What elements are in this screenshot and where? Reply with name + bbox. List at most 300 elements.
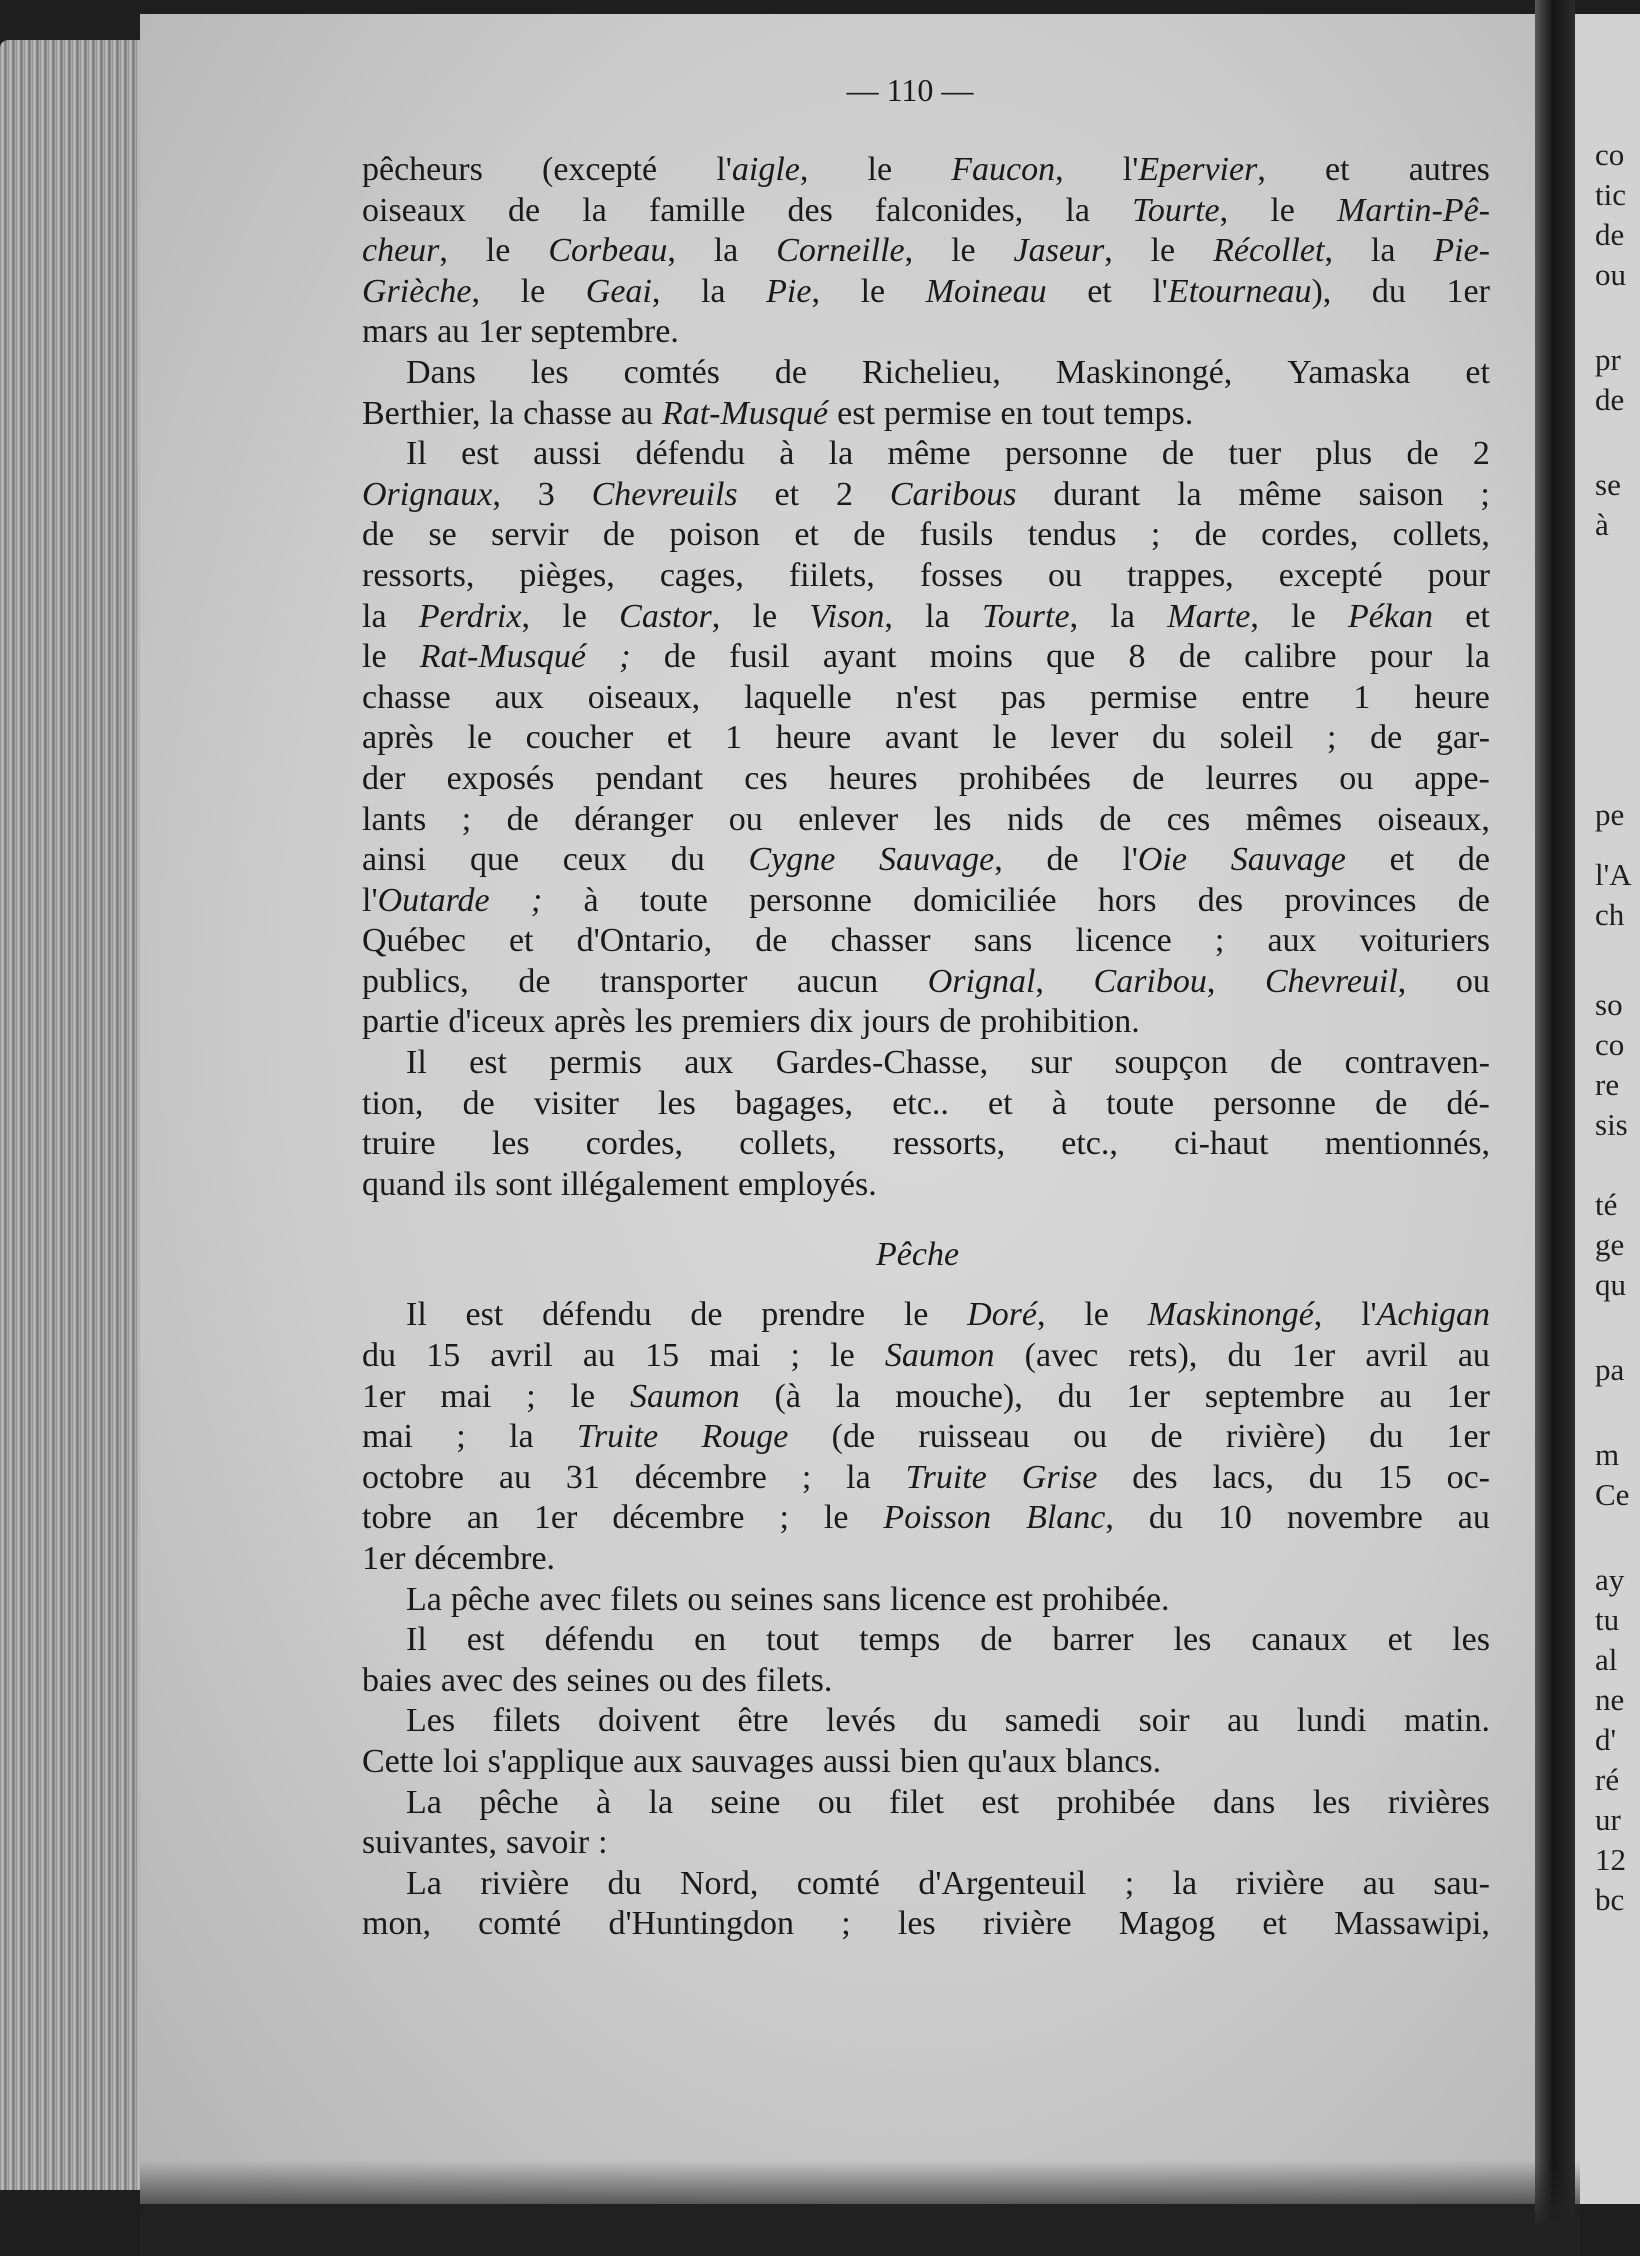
text-line [362,1783,1490,1824]
word: du [1308,1458,1343,1496]
word: est [981,1783,1020,1821]
word: pêcheurs [362,151,483,188]
word: (à [774,1377,801,1415]
text-line [362,678,1490,719]
word: de [462,1084,495,1122]
word: de [1457,841,1490,879]
word: ressorts, [362,556,475,594]
word: ; [1124,1864,1135,1902]
text-line [362,921,1490,962]
word: 2 [835,475,853,513]
word: 1er [362,1377,406,1415]
text-line [362,475,1490,516]
word: et [1465,597,1490,635]
text-line [362,515,1490,556]
word: se [428,516,457,554]
word: septembre. [530,313,679,351]
page-body-text [362,150,1490,1945]
word: bien [899,1742,959,1780]
word: les [1312,1783,1351,1821]
word: sauvages [691,1742,814,1780]
word: lants [362,800,427,838]
word: et [794,516,819,554]
word: Rat-Musqué [661,394,829,432]
word: Gardes-Chasse, [775,1044,989,1082]
word: filet [889,1783,944,1821]
word: Yamaska [1287,353,1411,391]
facing-page-fragment: m [1595,1437,1620,1472]
word: Castor, [619,597,721,635]
word: ils [454,1165,487,1203]
word: la [509,1418,534,1456]
facing-page-fragment: ay [1595,1562,1625,1597]
word: Cette [362,1742,434,1780]
word: de [853,516,886,554]
word: oc- [1446,1458,1490,1496]
word: permise [1089,678,1198,716]
word: et [1389,841,1415,879]
word: lacs, [1212,1458,1274,1496]
word: la [835,1377,861,1415]
word: personne [749,881,872,919]
word: au [1457,1499,1490,1537]
word: de [939,1003,972,1041]
facing-page [1575,14,1640,2204]
word: mars [362,313,429,351]
word: avril [490,1337,553,1375]
word: blancs. [1065,1742,1162,1780]
word: du [1057,1377,1092,1415]
word: à [779,435,795,473]
word: seines [730,1580,814,1618]
word: d'Argenteuil [918,1864,1087,1902]
word: permise [883,394,992,432]
word: temps [859,1621,941,1659]
word: Maskinongé, [1055,353,1233,391]
word: ; [526,1377,536,1415]
word: ou [1073,1418,1108,1456]
word: aussi [822,1742,891,1780]
word: laquelle [744,678,852,716]
text-line [362,1904,1490,1945]
word: contraven- [1344,1044,1490,1082]
word: soir [1138,1702,1190,1740]
word: tion, [362,1084,424,1122]
word: seine [710,1783,781,1821]
word: toute [639,881,708,919]
word: le [830,1337,855,1375]
word: barrer [1052,1621,1134,1659]
word: Vison, [809,597,893,635]
facing-page-fragment: al [1595,1642,1618,1677]
facing-page-fragment: so [1595,987,1623,1022]
word: employés. [737,1165,877,1203]
word: soleil [1219,719,1294,757]
word: rivière [982,1905,1072,1943]
word: est [465,1296,504,1334]
word: Moineau [925,272,1047,310]
facing-page-fragment: de [1595,382,1625,417]
word: 1er [478,313,522,351]
text-line [362,231,1490,272]
word: ; [1214,922,1225,960]
word: aux [1267,922,1317,960]
word: ou [658,1661,693,1699]
word: Martin-Pê- [1337,191,1490,229]
word: 1er [362,1540,406,1577]
word: ; [1327,719,1337,757]
word: 15 [645,1337,680,1375]
word: premiers [681,1003,801,1041]
word: Jaseur, [1013,232,1113,270]
word: de [506,800,539,838]
word: ces [744,759,788,797]
word: 1er [1446,1418,1490,1456]
word: calibre [1244,638,1337,676]
word: tout [1041,394,1095,432]
word: déranger [574,800,694,838]
word: Les [406,1702,456,1740]
word: mai [362,1418,413,1456]
word: cordes, [1261,516,1359,554]
word: Saumon [630,1377,740,1415]
word: Caribou, [1093,962,1216,1000]
word: et [508,922,534,960]
word: Truite [576,1418,659,1456]
word: truire [362,1125,436,1163]
word: Berthier, [362,394,481,432]
word: Richelieu, [861,353,1001,391]
word: du [1371,272,1406,310]
word: fusil [729,638,790,676]
word: que [1046,638,1096,676]
word: Pékan [1348,597,1433,635]
word: de [1194,516,1227,554]
word: aucun [796,962,879,1000]
word: aux [633,1742,683,1780]
word: mai [709,1337,761,1375]
word: le [903,1296,929,1334]
word: excepté [1278,556,1383,594]
word: est [837,394,875,432]
word: visiter [533,1084,619,1122]
word: ou [1339,759,1374,797]
page-number: — 110 — [846,72,974,108]
word: dix [809,1003,854,1041]
word: pêche [450,1580,531,1618]
word: et [666,719,692,757]
word: des [701,1661,747,1699]
text-line [362,1002,1490,1043]
word: de [755,922,788,960]
word: collets, [739,1125,837,1163]
word: défendu [635,435,745,473]
word: tout [766,1621,820,1659]
word: décembre. [414,1540,556,1577]
word: s'applique [487,1742,625,1780]
word: la [648,1783,674,1821]
text-line [362,1742,1490,1783]
word: soupçon [1114,1044,1228,1082]
word: sans [822,1580,882,1618]
word: permis [549,1044,642,1082]
facing-page-fragment: ur [1595,1802,1621,1837]
word: le [867,151,893,188]
word: quand [362,1165,446,1203]
word: et [1087,272,1112,310]
text-line [362,800,1490,841]
word: mouche), [895,1377,1023,1415]
word: rivière [1235,1864,1325,1902]
word: 31 [565,1458,600,1496]
word: entre [1241,678,1310,716]
word: Tourte, [982,597,1079,635]
word: du [607,1864,642,1902]
word: du [933,1702,968,1740]
word: Cygne [748,841,836,879]
word: Il [406,1044,427,1082]
word: la [1172,1864,1198,1902]
word: de [980,1621,1013,1659]
word: au [620,394,653,432]
word: durant [1053,475,1141,513]
word: les [530,353,569,391]
word: des [787,191,833,229]
word: famille [649,191,746,229]
word: pas [1000,678,1046,716]
word: le [951,232,976,270]
word: filets [610,1580,679,1618]
word: licence [1075,922,1172,960]
word: chasser [830,922,931,960]
facing-page-fragment: ou [1595,257,1626,292]
word: après [362,719,434,757]
word: publics, [362,962,469,1000]
facing-page-fragment: tic [1595,177,1626,212]
word: sont [495,1165,552,1203]
word: au [1227,1702,1260,1740]
word: ; [779,1499,789,1537]
word: de [1046,841,1079,879]
word: l'Outarde [362,881,490,919]
text-line [362,1620,1490,1661]
word: Doré, [967,1296,1046,1334]
text-line [362,718,1490,759]
page-stack-edge [0,40,155,2190]
word: de [1457,881,1490,919]
word: 8 [1128,638,1146,676]
word: du [362,1337,396,1375]
text-line [362,1417,1490,1458]
word: saison [1358,475,1444,513]
word: fiilets, [788,556,875,594]
word: être [737,1702,789,1740]
facing-page-fragment: à [1595,507,1609,542]
word: personne [1213,1084,1336,1122]
word: Blanc, [1026,1499,1114,1537]
word: ; [530,881,543,919]
word: la [1370,232,1396,270]
text-line [362,1377,1490,1418]
word: Il [406,1296,427,1334]
word: les [491,1125,530,1163]
word: temps. [1103,394,1194,432]
word: licence [890,1580,987,1618]
word: ; [1480,475,1490,513]
word: ci-haut [1174,1125,1269,1163]
facing-page-fragment: ch [1595,897,1625,932]
word: le [1150,232,1176,270]
book-gutter [1535,0,1575,2256]
word: décembre [634,1458,767,1496]
facing-page-fragment: pr [1595,342,1621,377]
facing-page-fragment: l'A [1595,857,1632,892]
word: chasse [362,678,451,716]
word: pour [1369,638,1433,676]
word: aux [494,678,544,716]
word: tobre [362,1499,432,1537]
word: de [1370,719,1403,757]
word: d'Ontario, [576,922,713,960]
word: etc.. [892,1084,949,1122]
word: Saumon [884,1337,995,1375]
text-line [362,759,1490,800]
word: 1 [1353,678,1371,716]
word: est [466,1621,505,1659]
word: les [933,800,972,838]
word: au [582,1337,615,1375]
word: prohibition. [980,1003,1140,1041]
word: la [489,394,515,432]
word: baies [362,1661,432,1699]
word: que [469,841,520,879]
word: Orignal, [927,962,1044,1000]
word: ou [728,800,763,838]
word: le [570,1377,596,1415]
word: du [1227,1337,1262,1375]
word: hors [1097,881,1157,919]
facing-page-fragment: de [1595,217,1625,252]
word: même [887,435,971,473]
text-line [362,1498,1490,1539]
word: enlever [798,800,899,838]
word: Chevreuils [591,475,738,513]
word: le [752,597,778,635]
word: est [995,1580,1034,1618]
word: fusils [919,516,994,554]
text-line [362,1165,1490,1206]
word: Faucon, [951,151,1064,188]
word: illégalement [560,1165,729,1203]
word: les [1173,1621,1212,1659]
word: tendus [1027,516,1117,554]
word: domiciliée [913,881,1057,919]
word: rivières [1387,1783,1490,1821]
word: prohibée. [1042,1580,1170,1618]
word: sur [1030,1044,1073,1082]
word: 10 [1217,1499,1252,1537]
word: samedi [1004,1702,1102,1740]
word: le [562,597,587,635]
facing-page-fragment: co [1595,137,1625,172]
word: comté [796,1864,880,1902]
word: heures [828,759,918,797]
word: de [1161,435,1195,473]
word: l'Etourneau), [1152,272,1332,310]
word: avril [1365,1337,1428,1375]
word: ou [1455,962,1490,1000]
word: la [846,1458,871,1496]
word: aux [684,1044,734,1082]
word: pièges, [519,556,615,594]
word: lever [1050,719,1119,757]
word: de [690,1296,723,1334]
word: la [700,272,726,310]
facing-page-fragment: pe [1595,797,1625,832]
word: au [1362,1864,1395,1902]
word: La [406,1783,442,1821]
facing-page-fragment: d' [1595,1722,1617,1757]
word: personne [1004,435,1128,473]
word: ; [1150,516,1161,554]
word: de [1406,435,1439,473]
text-line [362,597,1490,638]
word: prohibées [958,759,1092,797]
word: la [582,191,607,229]
text-line [362,1084,1490,1125]
word: ; [801,1458,812,1496]
word: 15 [426,1337,461,1375]
word: l'aigle, [716,151,809,188]
word: oiseaux, [1377,800,1490,838]
word: Grièche, [362,272,481,310]
word: aussi [533,435,602,473]
word: heure [775,719,852,757]
word: prohibée [1056,1783,1176,1821]
word: : [598,1824,608,1862]
text-line [362,1124,1490,1165]
word: et [1325,151,1350,188]
facing-page-fragment: bc [1595,1882,1625,1917]
word: Magog [1118,1905,1216,1943]
text-line [362,1864,1490,1905]
word: septembre [1204,1377,1345,1415]
text-line [362,556,1490,597]
word: pêche [479,1783,559,1821]
word: le [485,232,511,270]
word: canaux [1251,1621,1348,1659]
word: loi [442,1742,479,1780]
word: de [602,516,635,554]
word: des [1132,1458,1178,1496]
word: l'Epervier, [1122,151,1266,188]
facing-page-fragment: ne [1595,1682,1625,1717]
facing-page-fragment: ré [1595,1762,1620,1797]
word: collets, [1392,516,1490,554]
word: Corbeau, [548,232,676,270]
word: oiseaux, [587,678,701,716]
word: le [823,1499,849,1537]
text-line [362,1295,1490,1336]
word: tuer [1228,435,1282,473]
word: avant [884,719,959,757]
facing-page-fragment: ge [1595,1227,1625,1262]
word: après [554,1003,626,1041]
text-line [362,312,1490,353]
word: Dans [406,353,476,391]
word: 1er [1291,1337,1336,1375]
word: 3 [537,475,555,513]
